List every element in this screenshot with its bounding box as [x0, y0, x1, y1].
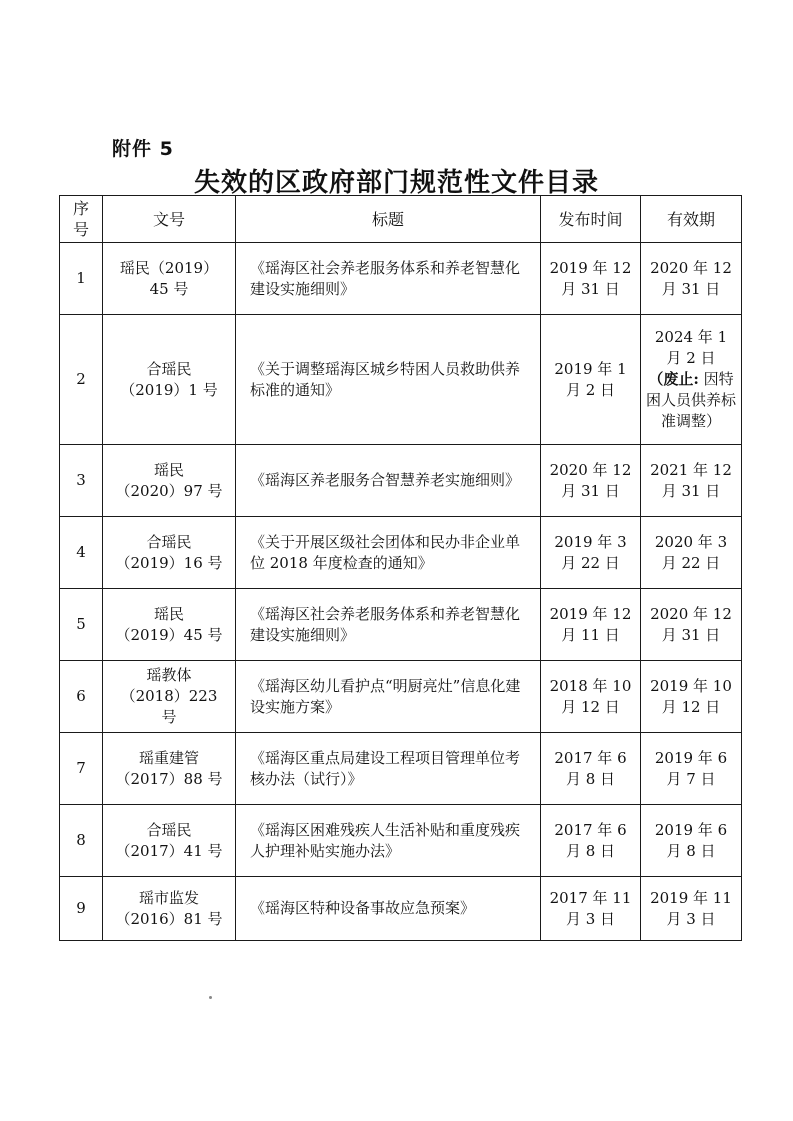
column-header-validity: 有效期: [641, 196, 742, 243]
title-cell: 《关于开展区级社会团体和民办非企业单位 2018 年度检查的通知》: [236, 517, 541, 589]
published-date-cell: 2019 年 12 月 11 日: [541, 589, 641, 661]
table-row: [60, 661, 742, 733]
column-header-published: 发布时间: [541, 196, 641, 243]
published-date-cell: 2017 年 6 月 8 日: [541, 805, 641, 877]
validity-cell: 2020 年 3 月 22 日: [641, 517, 742, 589]
title-cell: 《瑶海区幼儿看护点“明厨亮灶”信息化建设实施方案》: [236, 661, 541, 733]
validity-cell: 2019 年 6 月 8 日: [641, 805, 742, 877]
title-cell: 《瑶海区养老服务合智慧养老实施细则》: [236, 445, 541, 517]
validity-cell: [641, 315, 742, 445]
table-row: [60, 805, 742, 877]
published-date-cell: 2020 年 12 月 31 日: [541, 445, 641, 517]
row-number: 7: [60, 733, 103, 805]
row-number: 8: [60, 805, 103, 877]
table-row: [60, 589, 742, 661]
published-date-cell: 2017 年 6 月 8 日: [541, 733, 641, 805]
doc-number-cell: 合瑶民 （2019）16 号: [103, 517, 236, 589]
doc-number-cell: 瑶重建管 （2017）88 号: [103, 733, 236, 805]
title-cell: 《瑶海区重点局建设工程项目管理单位考核办法（试行）》: [236, 733, 541, 805]
column-header-doc-no: 文号: [103, 196, 236, 243]
document-title: 失效的区政府部门规范性文件目录: [193, 168, 599, 198]
validity-cell: 2019 年 6 月 7 日: [641, 733, 742, 805]
validity-date: 2024 年 1 月 2 日: [654, 328, 728, 367]
published-date-cell: 2019 年 3 月 22 日: [541, 517, 641, 589]
row-number: 9: [60, 877, 103, 941]
validity-cell: 2019 年 10 月 12 日: [641, 661, 742, 733]
table-row: [60, 243, 742, 315]
table-row: [60, 445, 742, 517]
row-number: 3: [60, 445, 103, 517]
title-cell: 《瑶海区社会养老服务体系和养老智慧化建设实施细则》: [236, 243, 541, 315]
abolish-label: （废止:: [648, 370, 699, 388]
table-header-row: [60, 196, 742, 243]
title-cell: 《瑶海区特种设备事故应急预案》: [236, 877, 541, 941]
abolish-note: 因特困人员供养标准调整）: [646, 370, 737, 430]
validity-cell: 2019 年 11 月 3 日: [641, 877, 742, 941]
doc-number-cell: 瑶市监发 （2016）81 号: [103, 877, 236, 941]
table-row: [60, 733, 742, 805]
validity-cell: 2021 年 12 月 31 日: [641, 445, 742, 517]
title-cell: 《瑶海区困难残疾人生活补贴和重度残疾人护理补贴实施办法》: [236, 805, 541, 877]
validity-cell: 2020 年 12 月 31 日: [641, 243, 742, 315]
title-cell: 《瑶海区社会养老服务体系和养老智慧化建设实施细则》: [236, 589, 541, 661]
doc-number-cell: 瑶民（2019） 45 号: [103, 243, 236, 315]
title-cell: 《关于调整瑶海区城乡特困人员救助供养标准的通知》: [236, 315, 541, 445]
validity-cell: 2020 年 12 月 31 日: [641, 589, 742, 661]
row-number: 6: [60, 661, 103, 733]
published-date-cell: 2017 年 11 月 3 日: [541, 877, 641, 941]
scan-speck: [209, 996, 212, 999]
row-number: 5: [60, 589, 103, 661]
row-number: 1: [60, 243, 103, 315]
row-number: 4: [60, 517, 103, 589]
row-number: 2: [60, 315, 103, 445]
doc-number-cell: 合瑶民 （2017）41 号: [103, 805, 236, 877]
column-header-title: 标题: [236, 196, 541, 243]
table-row: [60, 517, 742, 589]
table-row: [60, 877, 742, 941]
doc-number-cell: 瑶教体 （2018）223 号: [103, 661, 236, 733]
published-date-cell: 2019 年 12 月 31 日: [541, 243, 641, 315]
published-date-cell: 2018 年 10 月 12 日: [541, 661, 641, 733]
column-header-no: 序 号: [60, 196, 103, 243]
attachment-label: 附件 5: [112, 138, 174, 160]
doc-number-cell: 瑶民 （2019）45 号: [103, 589, 236, 661]
published-date-cell: 2019 年 1 月 2 日: [541, 315, 641, 445]
doc-number-cell: 瑶民 （2020）97 号: [103, 445, 236, 517]
invalid-documents-table: [59, 195, 742, 941]
doc-number-cell: 合瑶民 （2019）1 号: [103, 315, 236, 445]
table-row: [60, 315, 742, 445]
